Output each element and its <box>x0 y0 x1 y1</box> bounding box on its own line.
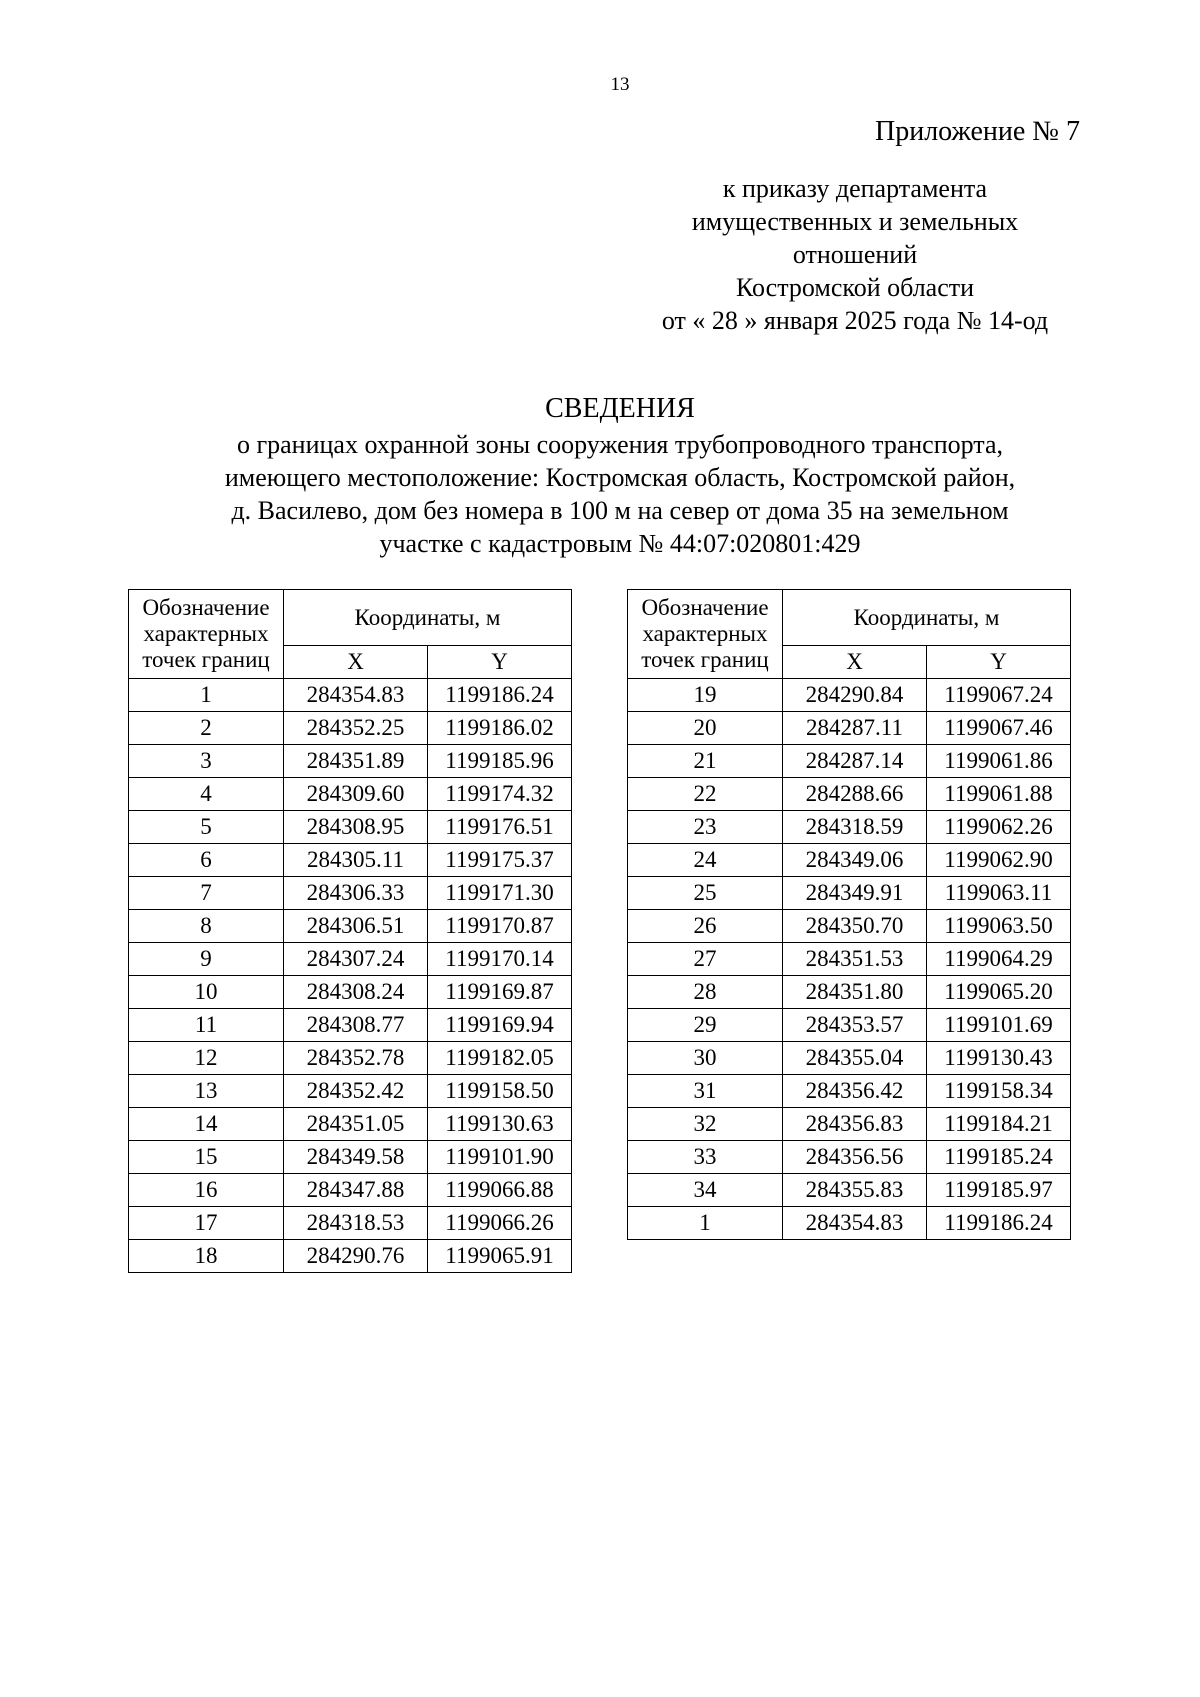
x-cell: 284318.53 <box>284 1207 428 1240</box>
table-row <box>628 778 1071 811</box>
point-cell: 2 <box>129 712 284 745</box>
point-cell: 13 <box>129 1075 284 1108</box>
designation-header-line: точек границ <box>641 647 769 672</box>
y-cell: 1199186.02 <box>428 712 572 745</box>
point-cell: 9 <box>129 943 284 976</box>
y-cell: 1199185.96 <box>428 745 572 778</box>
x-cell: 284349.91 <box>783 877 927 910</box>
y-cell: 1199158.34 <box>927 1075 1071 1108</box>
x-cell: 284288.66 <box>783 778 927 811</box>
subtitle-line: имеющего местоположение: Костромская область, Костромской район, <box>224 463 1016 492</box>
point-cell: 23 <box>628 811 783 844</box>
table-body-left <box>129 679 572 1273</box>
point-cell: 7 <box>129 877 284 910</box>
y-cell: 1199061.86 <box>927 745 1071 778</box>
designation-header-line: характерных <box>143 621 269 646</box>
table-body-right <box>628 679 1071 1240</box>
x-cell: 284355.04 <box>783 1042 927 1075</box>
x-cell: 284352.25 <box>284 712 428 745</box>
y-cell: 1199130.63 <box>428 1108 572 1141</box>
table-row <box>628 679 1071 712</box>
appendix-label: Приложение № 7 <box>875 116 1080 147</box>
table-row <box>129 1075 572 1108</box>
y-cell: 1199130.43 <box>927 1042 1071 1075</box>
y-cell: 1199063.50 <box>927 910 1071 943</box>
table-row <box>129 910 572 943</box>
coordinates-header: Координаты, м <box>284 590 572 646</box>
y-cell: 1199062.90 <box>927 844 1071 877</box>
x-cell: 284351.53 <box>783 943 927 976</box>
point-cell: 28 <box>628 976 783 1009</box>
table-row <box>129 778 572 811</box>
x-cell: 284308.77 <box>284 1009 428 1042</box>
x-cell: 284354.83 <box>284 679 428 712</box>
x-cell: 284356.83 <box>783 1108 927 1141</box>
x-cell: 284287.11 <box>783 712 927 745</box>
designation-header <box>628 590 783 679</box>
point-cell: 1 <box>129 679 284 712</box>
table-row <box>129 943 572 976</box>
table-row <box>129 976 572 1009</box>
order-ref-line: к приказу департамента <box>722 174 988 203</box>
y-cell: 1199158.50 <box>428 1075 572 1108</box>
table-row <box>628 910 1071 943</box>
y-cell: 1199064.29 <box>927 943 1071 976</box>
point-cell: 10 <box>129 976 284 1009</box>
y-cell: 1199169.94 <box>428 1009 572 1042</box>
designation-header <box>129 590 284 679</box>
point-cell: 18 <box>129 1240 284 1273</box>
table-row <box>129 1108 572 1141</box>
point-cell: 34 <box>628 1174 783 1207</box>
x-cell: 284352.78 <box>284 1042 428 1075</box>
point-cell: 26 <box>628 910 783 943</box>
subtitle-line: участке с кадастровым № 44:07:020801:429 <box>379 529 861 558</box>
point-cell: 11 <box>129 1009 284 1042</box>
y-header: Y <box>927 646 1071 679</box>
x-cell: 284290.84 <box>783 679 927 712</box>
y-cell: 1199186.24 <box>428 679 572 712</box>
designation-header-line: точек границ <box>142 647 270 672</box>
order-ref-line: отношений <box>792 240 918 269</box>
point-cell: 12 <box>129 1042 284 1075</box>
y-cell: 1199065.91 <box>428 1240 572 1273</box>
y-cell: 1199185.97 <box>927 1174 1071 1207</box>
point-cell: 8 <box>129 910 284 943</box>
document-title: СВЕДЕНИЯ <box>545 393 695 424</box>
x-cell: 284356.56 <box>783 1141 927 1174</box>
table-row <box>129 1240 572 1273</box>
order-ref-line: имущественных и земельных <box>691 207 1019 236</box>
table-row <box>628 1207 1071 1240</box>
order-ref-line: от « 28 » января 2025 года № 14-од <box>661 306 1049 335</box>
table-row <box>628 712 1071 745</box>
x-cell: 284308.95 <box>284 811 428 844</box>
table-row <box>628 877 1071 910</box>
point-cell: 14 <box>129 1108 284 1141</box>
y-cell: 1199182.05 <box>428 1042 572 1075</box>
y-header: Y <box>428 646 572 679</box>
y-cell: 1199185.24 <box>927 1141 1071 1174</box>
point-cell: 16 <box>129 1174 284 1207</box>
point-cell: 1 <box>628 1207 783 1240</box>
x-cell: 284308.24 <box>284 976 428 1009</box>
point-cell: 32 <box>628 1108 783 1141</box>
point-cell: 25 <box>628 877 783 910</box>
point-cell: 3 <box>129 745 284 778</box>
document-subtitle <box>0 428 1200 560</box>
table-row <box>628 1108 1071 1141</box>
y-cell: 1199067.24 <box>927 679 1071 712</box>
y-cell: 1199067.46 <box>927 712 1071 745</box>
y-cell: 1199101.90 <box>428 1141 572 1174</box>
x-cell: 284309.60 <box>284 778 428 811</box>
order-reference <box>610 172 1100 337</box>
x-cell: 284347.88 <box>284 1174 428 1207</box>
x-cell: 284354.83 <box>783 1207 927 1240</box>
point-cell: 20 <box>628 712 783 745</box>
table-row <box>129 1174 572 1207</box>
point-cell: 21 <box>628 745 783 778</box>
table-row <box>628 1042 1071 1075</box>
y-cell: 1199062.26 <box>927 811 1071 844</box>
y-cell: 1199101.69 <box>927 1009 1071 1042</box>
x-cell: 284350.70 <box>783 910 927 943</box>
y-cell: 1199184.21 <box>927 1108 1071 1141</box>
table-row <box>628 943 1071 976</box>
table-row <box>628 1141 1071 1174</box>
y-cell: 1199061.88 <box>927 778 1071 811</box>
point-cell: 27 <box>628 943 783 976</box>
table-row <box>129 844 572 877</box>
table-row <box>129 811 572 844</box>
x-cell: 284307.24 <box>284 943 428 976</box>
point-cell: 22 <box>628 778 783 811</box>
y-cell: 1199174.32 <box>428 778 572 811</box>
table-row <box>129 679 572 712</box>
point-cell: 6 <box>129 844 284 877</box>
x-cell: 284352.42 <box>284 1075 428 1108</box>
point-cell: 17 <box>129 1207 284 1240</box>
point-cell: 33 <box>628 1141 783 1174</box>
y-cell: 1199066.26 <box>428 1207 572 1240</box>
designation-header-line: Обозначение <box>142 595 270 620</box>
table-row <box>628 811 1071 844</box>
table-row <box>129 712 572 745</box>
table-row <box>129 1141 572 1174</box>
x-cell: 284355.83 <box>783 1174 927 1207</box>
table-row <box>129 1207 572 1240</box>
point-cell: 31 <box>628 1075 783 1108</box>
y-cell: 1199170.14 <box>428 943 572 976</box>
table-row <box>129 1042 572 1075</box>
coordinates-header: Координаты, м <box>783 590 1071 646</box>
table-row <box>129 745 572 778</box>
x-cell: 284287.14 <box>783 745 927 778</box>
table-row <box>129 1009 572 1042</box>
x-header: X <box>284 646 428 679</box>
point-cell: 19 <box>628 679 783 712</box>
table-row <box>628 844 1071 877</box>
subtitle-line: д. Василево, дом без номера в 100 м на север от дома 35 на земельном <box>231 496 1009 525</box>
coordinates-table-left <box>128 589 572 1273</box>
x-cell: 284306.33 <box>284 877 428 910</box>
designation-header-line: характерных <box>642 621 768 646</box>
y-cell: 1199171.30 <box>428 877 572 910</box>
point-cell: 29 <box>628 1009 783 1042</box>
y-cell: 1199066.88 <box>428 1174 572 1207</box>
x-cell: 284356.42 <box>783 1075 927 1108</box>
x-cell: 284353.57 <box>783 1009 927 1042</box>
x-header: X <box>783 646 927 679</box>
x-cell: 284318.59 <box>783 811 927 844</box>
x-cell: 284349.06 <box>783 844 927 877</box>
point-cell: 24 <box>628 844 783 877</box>
table-row <box>628 976 1071 1009</box>
point-cell: 30 <box>628 1042 783 1075</box>
order-ref-line: Костромской области <box>735 273 975 302</box>
point-cell: 15 <box>129 1141 284 1174</box>
table-row <box>628 745 1071 778</box>
table-row <box>628 1174 1071 1207</box>
point-cell: 4 <box>129 778 284 811</box>
coordinates-table-right <box>627 589 1071 1240</box>
y-cell: 1199063.11 <box>927 877 1071 910</box>
y-cell: 1199175.37 <box>428 844 572 877</box>
x-cell: 284290.76 <box>284 1240 428 1273</box>
x-cell: 284349.58 <box>284 1141 428 1174</box>
x-cell: 284351.89 <box>284 745 428 778</box>
y-cell: 1199065.20 <box>927 976 1071 1009</box>
table-row <box>628 1009 1071 1042</box>
y-cell: 1199169.87 <box>428 976 572 1009</box>
x-cell: 284351.80 <box>783 976 927 1009</box>
designation-header-line: Обозначение <box>641 595 769 620</box>
y-cell: 1199176.51 <box>428 811 572 844</box>
subtitle-line: о границах охранной зоны сооружения трубопроводного транспорта, <box>236 430 1004 459</box>
y-cell: 1199186.24 <box>927 1207 1071 1240</box>
page-number: 13 <box>610 74 630 95</box>
x-cell: 284306.51 <box>284 910 428 943</box>
table-row <box>129 877 572 910</box>
y-cell: 1199170.87 <box>428 910 572 943</box>
table-row <box>628 1075 1071 1108</box>
point-cell: 5 <box>129 811 284 844</box>
x-cell: 284305.11 <box>284 844 428 877</box>
x-cell: 284351.05 <box>284 1108 428 1141</box>
